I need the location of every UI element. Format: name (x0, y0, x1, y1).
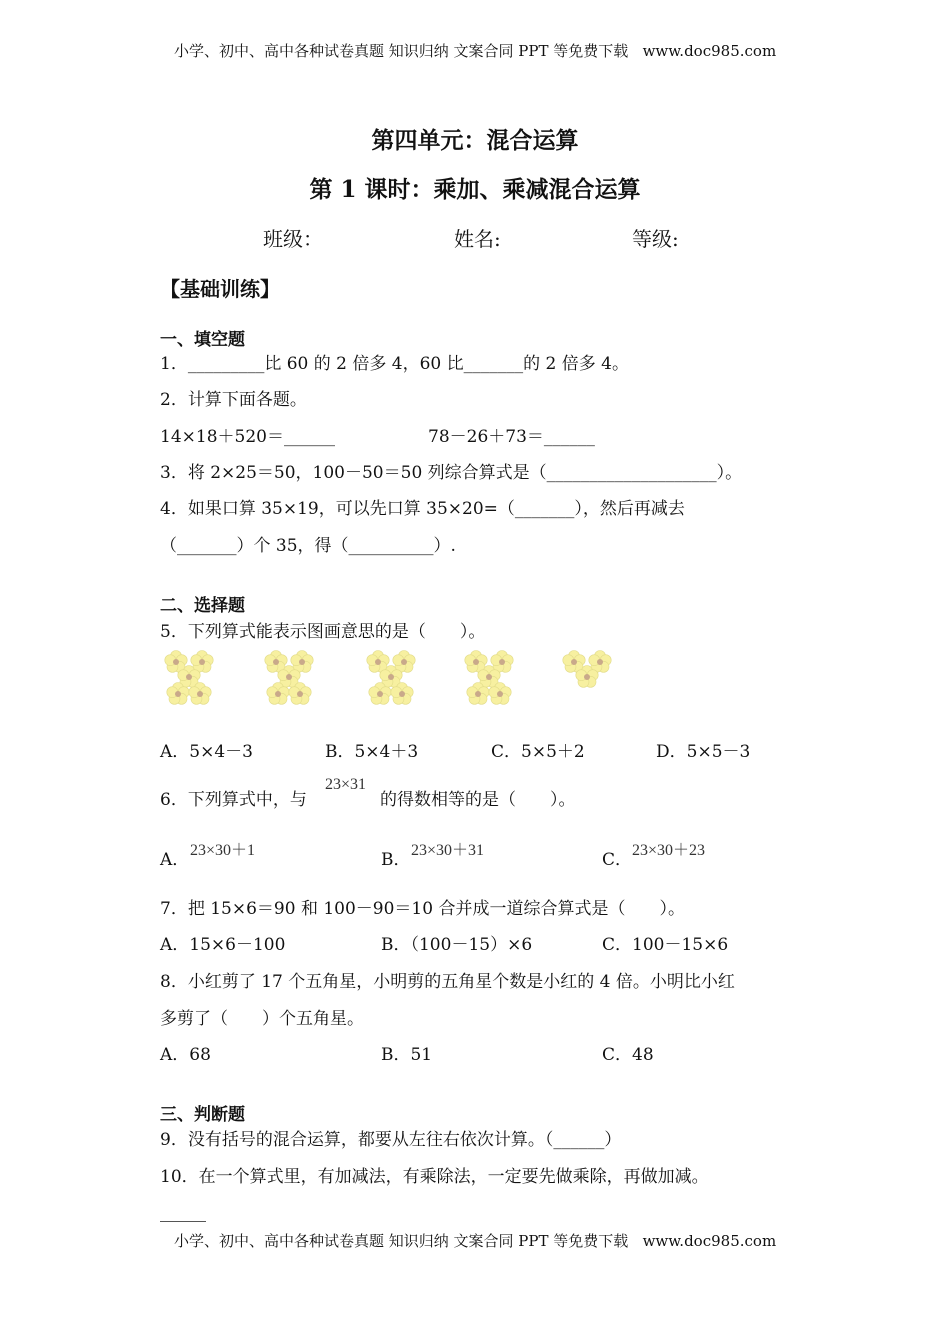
page-header: 小学、初中、高中各种试卷真题 知识归纳 文案合同 PPT 等免费下载 www.doc985.com (174, 42, 777, 60)
q8-option-b: B．51 (381, 1045, 433, 1065)
q5-option-a: A．5×4－3 (160, 742, 253, 762)
q6-expression: 23×31 (325, 776, 367, 793)
section-choice-heading: 二、选择题 (160, 596, 245, 616)
q8-option-c: C．48 (602, 1045, 654, 1065)
part-heading: 【基础训练】 (160, 277, 280, 301)
q7-option-a: A．15×6－100 (160, 935, 286, 955)
flower-picture (160, 650, 630, 712)
q6-option-a-math: 23×30＋1 (190, 842, 256, 859)
question-2b: 78－26＋73＝______ (428, 427, 595, 447)
q6-option-b-label: B． (381, 850, 411, 870)
question-10: 10．在一个算式里，有加减法，有乘除法，一定要先做乘除，再做加减。 (160, 1167, 709, 1187)
question-3: 3．将 2×25＝50，100－50＝50 列综合算式是（____________________）。 (160, 463, 743, 483)
flower-group (465, 651, 513, 705)
q7-option-c: C．100－15×6 (602, 935, 729, 955)
flower-group (563, 651, 611, 688)
q6-option-c-math: 23×30＋23 (632, 842, 706, 859)
q5-option-d: D．5×5－3 (656, 742, 751, 762)
grade-label: 等级: (632, 227, 679, 251)
flower-group (165, 651, 213, 705)
q6-option-a-label: A． (160, 850, 190, 870)
question-8: 8．小红剪了 17 个五角星，小明剪的五角星个数是小红的 4 倍。小明比小红 (160, 972, 735, 992)
flower-group (367, 651, 415, 705)
flower-group (265, 651, 313, 705)
unit-title: 第四单元：混合运算 (371, 127, 579, 154)
lesson-title: 第 1 课时：乘加、乘减混合运算 (309, 176, 641, 203)
q5-option-b: B．5×4＋3 (325, 742, 419, 762)
class-label: 班级： (263, 227, 323, 251)
question-8-cont: 多剪了（ ）个五角星。 (160, 1009, 364, 1029)
footnote-divider (160, 1221, 206, 1222)
q5-option-c: C．5×5＋2 (491, 742, 585, 762)
q7-option-b: B．（100－15）×6 (381, 935, 533, 955)
section-judge-heading: 三、判断题 (160, 1105, 245, 1125)
q6-option-b-math: 23×30＋31 (411, 842, 485, 859)
question-6-prefix: 6．下列算式中，与 (160, 790, 307, 810)
question-4-cont: （_______）个 35，得（__________）. (160, 536, 456, 556)
question-6-suffix: 的得数相等的是（ ）。 (380, 790, 576, 810)
question-9: 9．没有括号的混合运算，都要从左往右依次计算。（______） (160, 1130, 622, 1150)
question-2: 2．计算下面各题。 (160, 390, 307, 410)
question-1: 1．_________比 60 的 2 倍多 4，60 比_______的 2 倍多 4。 (160, 354, 629, 374)
q6-option-c-label: C． (602, 850, 633, 870)
question-2a: 14×18＋520＝______ (160, 427, 335, 447)
section-fill-heading: 一、填空题 (160, 330, 245, 350)
question-7: 7．把 15×6＝90 和 100－90＝10 合并成一道综合算式是（ ）。 (160, 899, 685, 919)
name-label: 姓名: (454, 227, 501, 251)
question-4: 4．如果口算 35×19，可以先口算 35×20=（_______），然后再减去 (160, 499, 685, 519)
question-5: 5．下列算式能表示图画意思的是（ ）。 (160, 622, 486, 642)
page-footer: 小学、初中、高中各种试卷真题 知识归纳 文案合同 PPT 等免费下载 www.doc985.com (174, 1232, 777, 1250)
q8-option-a: A．68 (160, 1045, 211, 1065)
